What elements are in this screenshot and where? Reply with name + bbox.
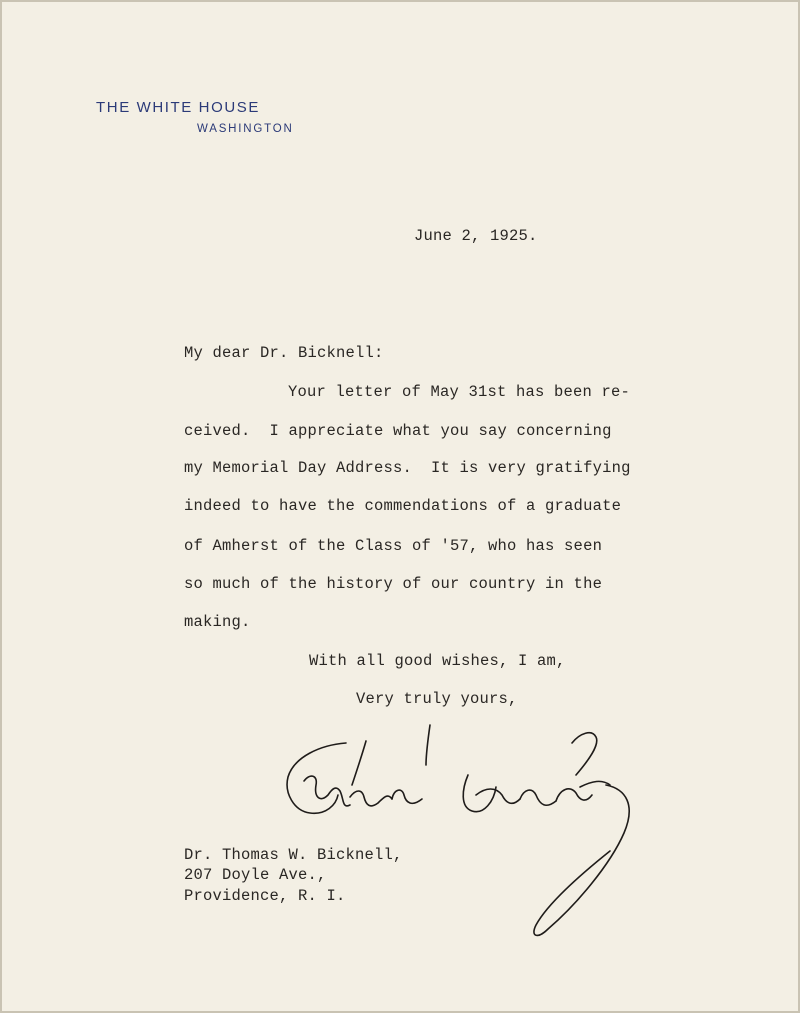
recipient-line: 207 Doyle Ave., [184, 866, 327, 884]
letter-date: June 2, 1925. [414, 227, 538, 245]
body-line: Your letter of May 31st has been re- [288, 383, 631, 401]
valediction: Very truly yours, [356, 690, 518, 708]
body-line: indeed to have the commendations of a graduate [184, 497, 622, 515]
letterhead-subtitle: WASHINGTON [197, 123, 294, 135]
salutation: My dear Dr. Bicknell: [184, 344, 384, 362]
recipient-line: Providence, R. I. [184, 887, 346, 905]
letterhead-title: THE WHITE HOUSE [96, 99, 261, 116]
body-line: making. [184, 613, 251, 631]
body-line: ceived. I appreciate what you say concerning [184, 422, 612, 440]
body-line: my Memorial Day Address. It is very gratifying [184, 459, 631, 477]
body-line: of Amherst of the Class of '57, who has seen [184, 537, 603, 555]
handwritten-signature [280, 715, 650, 945]
body-line: so much of the history of our country in the [184, 575, 603, 593]
recipient-line: Dr. Thomas W. Bicknell, [184, 846, 403, 864]
closing-line: With all good wishes, I am, [309, 652, 566, 670]
